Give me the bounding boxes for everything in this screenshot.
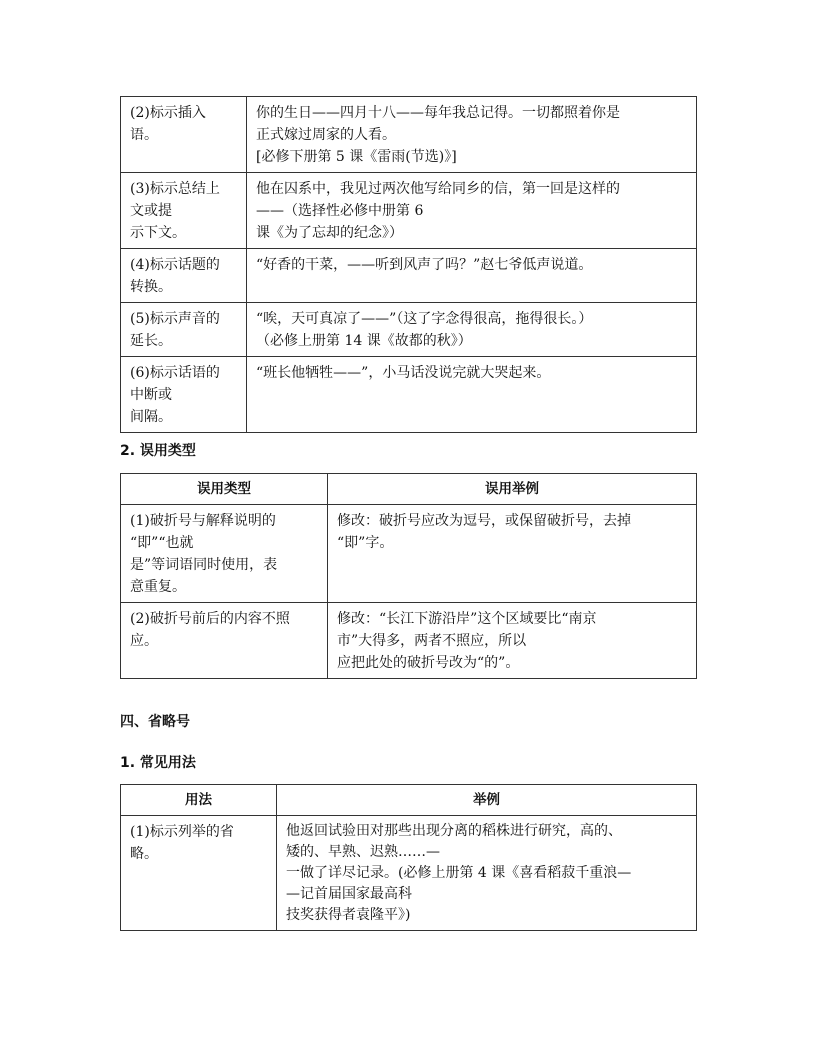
cell-line: 他返回试验田对那些出现分离的稻株进行研究，高的、: [286, 823, 622, 839]
cell-line: (2)标示插入: [130, 105, 206, 121]
cell-line: 技奖获得者袁隆平》): [286, 907, 411, 923]
cell-line: 你的生日——四月十八——每年我总记得。一切都照着你是: [256, 105, 620, 121]
cell-line: ——（选择性必修中册第 6: [256, 203, 424, 219]
usage-label-cell: [121, 357, 247, 433]
usage-label-cell: [121, 303, 247, 357]
column-header-example: 举例: [277, 785, 697, 816]
cell-line: [必修下册第 5 课《雷雨(节选)》]: [256, 149, 457, 165]
cell-line: “班长他牺牲——”，小马话没说完就大哭起来。: [256, 365, 551, 381]
cell-line: 应。: [130, 633, 158, 649]
cell-line: 一做了详尽记录。(必修上册第 4 课《喜看稻菽千重浪—: [286, 865, 632, 881]
cell-line: 意重复。: [130, 579, 186, 595]
column-header-type: 误用类型: [121, 474, 328, 505]
cell-line: 课《为了忘却的纪念》）: [256, 225, 403, 241]
usage-example-cell: [247, 357, 697, 433]
cell-line: 市”大得多，两者不照应，所以: [337, 633, 527, 649]
misuse-type-cell: [121, 603, 328, 679]
cell-line: 间隔。: [130, 409, 172, 425]
usage-label-cell: [121, 249, 247, 303]
cell-line: 矮的、早熟、迟熟……—: [286, 844, 440, 860]
usage-label-cell: [121, 816, 277, 931]
misuse-example-cell: [328, 505, 697, 603]
table-row: [121, 505, 697, 603]
cell-line: —记首届国家最高科: [286, 886, 412, 902]
usage-example-cell: [277, 816, 697, 931]
usage-example-cell: [247, 173, 697, 249]
cell-line: 转换。: [130, 279, 172, 295]
table-row: [121, 303, 697, 357]
cell-line: “即”字。: [337, 535, 394, 551]
cell-line: (1)标示列举的省: [130, 824, 234, 840]
table-header-row: [121, 474, 697, 505]
cell-line: “即”“也就: [130, 535, 194, 551]
cell-line: 中断或: [130, 387, 172, 403]
cell-line: (5)标示声音的: [130, 311, 220, 327]
usage-label-cell: [121, 97, 247, 173]
misuse-type-cell: [121, 505, 328, 603]
usage-example-cell: [247, 97, 697, 173]
cell-line: “唉，天可真凉了——”（这了字念得很高，拖得很长。）: [256, 311, 593, 327]
cell-line: (6)标示话语的: [130, 365, 220, 381]
cell-line: (1)破折号与解释说明的: [130, 513, 276, 529]
cell-line: 示下文。: [130, 225, 186, 241]
cell-line: 略。: [130, 846, 158, 862]
cell-line: 修改：破折号应改为逗号，或保留破折号，去掉: [337, 513, 631, 529]
misuse-table: [120, 473, 697, 679]
cell-line: (4)标示话题的: [130, 257, 220, 273]
cell-line: 语。: [130, 127, 158, 143]
ellipsis-usage-heading: 1. 常见用法: [120, 755, 196, 771]
table-row: [121, 357, 697, 433]
cell-line: 他在囚系中，我见过两次他写给同乡的信，第一回是这样的: [256, 181, 620, 197]
misuse-heading: 2. 误用类型: [120, 443, 196, 459]
usage-example-cell: [247, 249, 697, 303]
cell-line: （必修上册第 14 课《故都的秋》）: [256, 333, 472, 349]
cell-line: “好香的干菜，——听到风声了吗？”赵七爷低声说道。: [256, 257, 593, 273]
table-row: [121, 249, 697, 303]
usage-table-continued: [120, 96, 697, 433]
cell-line: 修改：“长江下游沿岸”这个区域要比“南京: [337, 611, 597, 627]
cell-line: 是”等词语同时使用，表: [130, 557, 278, 573]
table-row: [121, 603, 697, 679]
ellipsis-section-title: 四、省略号: [120, 714, 190, 730]
cell-line: (3)标示总结上: [130, 181, 220, 197]
cell-line: 文或提: [130, 203, 172, 219]
ellipsis-table: [120, 784, 697, 931]
table-header-row: [121, 785, 697, 816]
cell-line: (2)破折号前后的内容不照: [130, 611, 290, 627]
usage-label-cell: [121, 173, 247, 249]
table-row: [121, 97, 697, 173]
misuse-example-cell: [328, 603, 697, 679]
column-header-usage: 用法: [121, 785, 277, 816]
cell-line: 正式嫁过周家的人看。: [256, 127, 396, 143]
cell-line: 应把此处的破折号改为“的”。: [337, 655, 520, 671]
column-header-example: 误用举例: [328, 474, 697, 505]
table-row: [121, 173, 697, 249]
usage-example-cell: [247, 303, 697, 357]
table-row: [121, 816, 697, 931]
cell-line: 延长。: [130, 333, 172, 349]
